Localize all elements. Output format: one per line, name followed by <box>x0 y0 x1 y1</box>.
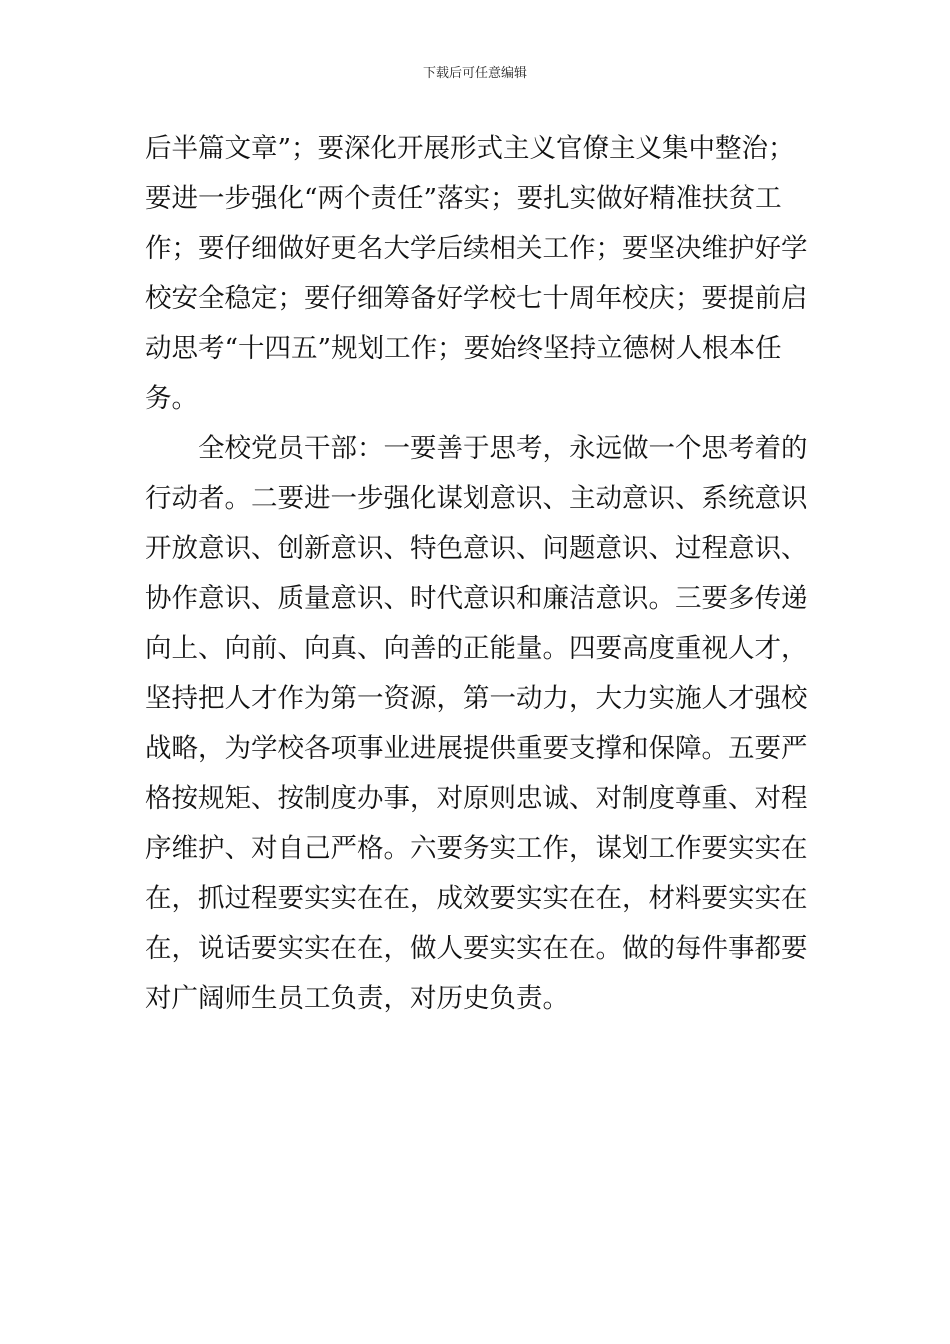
header-note: 下载后可任意编辑 <box>422 66 527 81</box>
text-line: 协作意识、质量意识、时代意识和廉洁意识。三要多传递 <box>145 583 808 614</box>
text-line: 要进一步强化“两个责任”落实；要扎实做好精准扶贫工 <box>145 183 782 214</box>
text-line: 作；要仔细做好更名大学后续相关工作；要坚决维护好学 <box>145 233 808 264</box>
text-line: 务。 <box>145 383 198 414</box>
paragraph-1 <box>145 124 815 424</box>
text-line: 对广阔师生员工负责，对历史负责。 <box>145 983 569 1014</box>
text-line: 开放意识、创新意识、特色意识、问题意识、过程意识、 <box>145 533 808 564</box>
text-line-first: 全校党员干部：一要善于思考，永远做一个思考着的 <box>198 433 808 464</box>
text-line: 在，说话要实实在在，做人要实实在在。做的每件事都要 <box>145 933 808 964</box>
text-line: 格按规矩、按制度办事，对原则忠诚、对制度尊重、对程 <box>145 783 808 814</box>
text-line: 后半篇文章”；要深化开展形式主义官僚主义集中整治； <box>145 133 795 164</box>
text-line: 动思考“十四五”规划工作；要始终坚持立德树人根本任 <box>145 333 782 364</box>
document-body <box>145 124 815 1024</box>
paragraph-2 <box>145 424 815 1024</box>
text-line: 坚持把人才作为第一资源，第一动力，大力实施人才强校 <box>145 683 808 714</box>
text-line: 校安全稳定；要仔细筹备好学校七十周年校庆；要提前启 <box>145 283 808 314</box>
text-line: 在，抓过程要实实在在，成效要实实在在，材料要实实在 <box>145 883 808 914</box>
text-line: 向上、向前、向真、向善的正能量。四要高度重视人才， <box>145 633 808 664</box>
text-line: 行动者。二要进一步强化谋划意识、主动意识、系统意识 <box>145 483 808 514</box>
text-line: 战略，为学校各项事业进展提供重要支撑和保障。五要严 <box>145 733 808 764</box>
text-line: 序维护、对自己严格。六要务实工作，谋划工作要实实在 <box>145 833 808 864</box>
